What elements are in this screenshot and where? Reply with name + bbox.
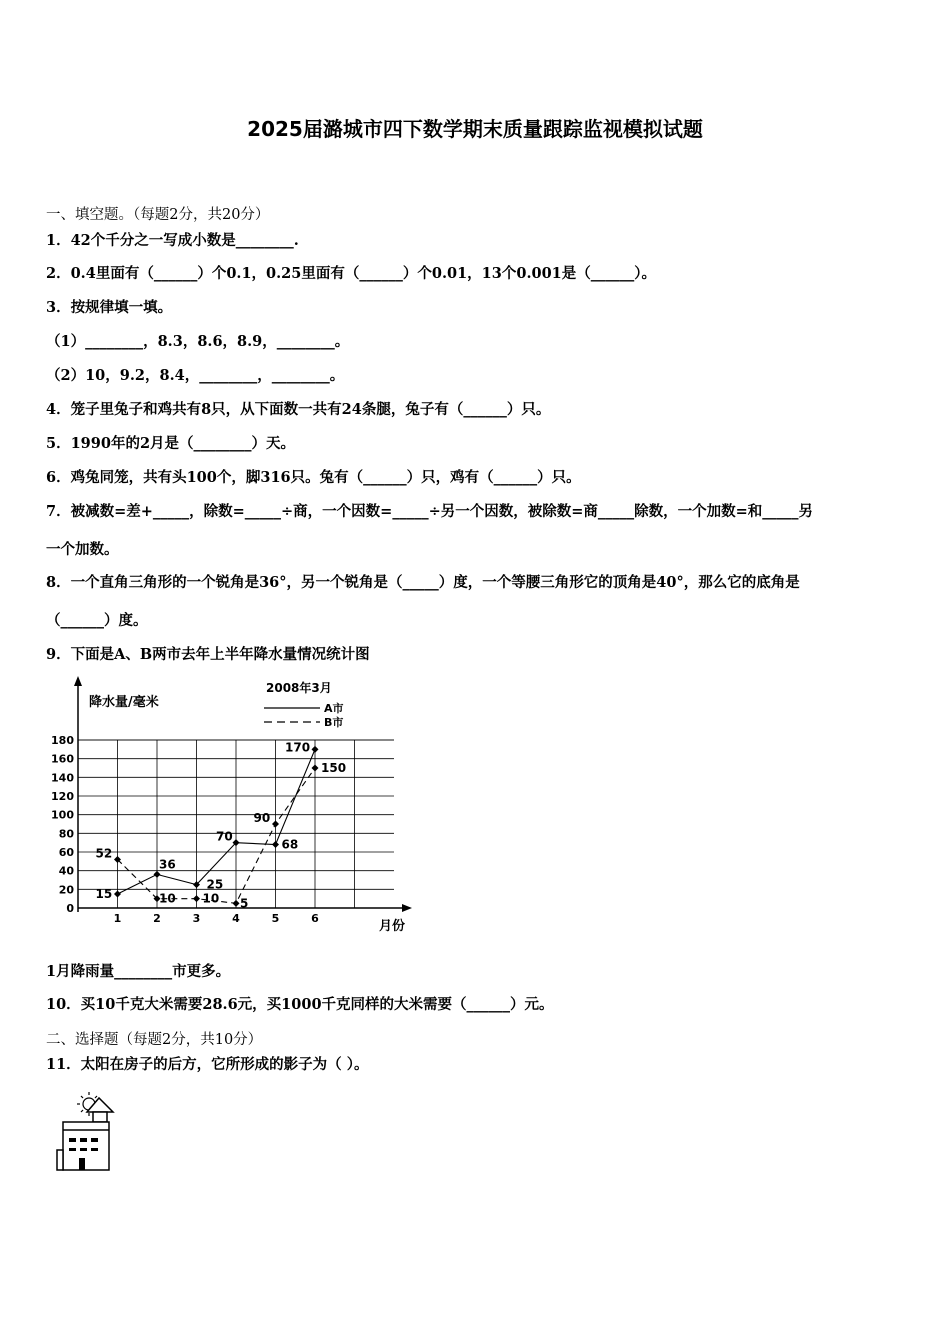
legend-label-b: B市 bbox=[324, 716, 344, 729]
chart-title: 2008年3月 bbox=[266, 681, 332, 695]
data-point-marker bbox=[114, 891, 121, 898]
data-label: 10 bbox=[159, 891, 176, 906]
x-tick-label: 6 bbox=[311, 912, 319, 925]
question-8-line-2: （______）度。 bbox=[46, 612, 148, 629]
y-axis-arrow-icon bbox=[74, 676, 82, 686]
question-3-part-2: （2）10，9.2，8.4，________，________。 bbox=[46, 367, 345, 384]
question-8-line-1: 8．一个直角三角形的一个锐角是36°，另一个锐角是（_____）度，一个等腰三角形它的顶角是40°，那么它的底角是 bbox=[46, 574, 800, 591]
question-4: 4．笼子里兔子和鸡共有8只，从下面数一共有24条腿，兔子有（______）只。 bbox=[46, 401, 551, 418]
door-icon bbox=[79, 1158, 85, 1170]
question-10: 10．买10千克大米需要28.6元，买1000千克同样的大米需要（______）元。 bbox=[46, 996, 554, 1013]
page-title: 2025届潞城市四下数学期末质量跟踪监视模拟试题 bbox=[247, 117, 703, 141]
question-6: 6．鸡兔同笼，共有头100个，脚316只。兔有（______）只，鸡有（______）只。 bbox=[46, 469, 581, 486]
data-point-marker bbox=[154, 871, 161, 878]
data-label: 15 bbox=[95, 887, 113, 901]
house-with-sun-figure bbox=[55, 1088, 117, 1174]
series-line-a bbox=[118, 749, 316, 894]
question-7-line-1: 7．被减数=差+_____，除数=_____÷商，一个因数=_____÷另一个因数，被除数=商_____除数，一个加数=和_____另 bbox=[46, 503, 814, 520]
data-point-marker bbox=[193, 895, 200, 902]
data-label: 70 bbox=[216, 829, 233, 844]
question-9-answer: 1月降雨量________市更多。 bbox=[46, 963, 231, 980]
y-tick-label: 60 bbox=[58, 846, 74, 859]
data-label: 90 bbox=[253, 811, 271, 825]
y-tick-label: 0 bbox=[66, 902, 74, 915]
y-tick-label: 120 bbox=[51, 790, 74, 803]
question-2: 2．0.4里面有（______）个0.1，0.25里面有（______）个0.01，13个0.001是（______）。 bbox=[46, 265, 657, 282]
data-label: 68 bbox=[281, 837, 299, 852]
y-tick-label: 40 bbox=[58, 864, 74, 878]
chart-axes bbox=[74, 676, 412, 912]
y-tick-label: 140 bbox=[51, 771, 74, 785]
y-tick-label: 180 bbox=[51, 734, 74, 747]
data-point-marker bbox=[272, 841, 279, 848]
question-1: 1．42个千分之一写成小数是________. bbox=[46, 232, 299, 249]
question-11: 11．太阳在房子的后方，它所形成的影子为（ ）。 bbox=[46, 1056, 369, 1073]
data-point-marker bbox=[233, 900, 240, 907]
section-choice-heading: 二、选择题（每题2分，共10分） bbox=[46, 1032, 263, 1048]
y-tick-labels bbox=[51, 734, 74, 915]
x-tick-labels bbox=[114, 912, 320, 925]
y-tick-label: 80 bbox=[58, 827, 74, 841]
x-tick-label: 3 bbox=[192, 912, 201, 925]
question-5: 5．1990年的2月是（________）天。 bbox=[46, 435, 296, 452]
x-tick-label: 1 bbox=[113, 912, 122, 925]
data-label: 36 bbox=[159, 857, 176, 872]
data-label: 25 bbox=[206, 877, 224, 892]
question-3: 3．按规律填一填。 bbox=[46, 299, 173, 316]
data-label: 10 bbox=[202, 891, 220, 906]
section-fill-blank-heading: 一、填空题。（每题2分，共20分） bbox=[46, 207, 270, 223]
question-3-part-1: （1）________，8.3，8.6，8.9，________。 bbox=[46, 333, 350, 350]
rainfall-line-chart bbox=[44, 674, 424, 944]
x-axis-label: 月份 bbox=[379, 919, 406, 934]
chart-grid bbox=[78, 740, 394, 911]
x-tick-label: 5 bbox=[271, 912, 280, 925]
y-tick-label: 100 bbox=[51, 808, 74, 822]
data-label: 52 bbox=[95, 846, 113, 861]
roof-icon bbox=[87, 1098, 113, 1112]
y-axis-label: 降水量/毫米 bbox=[89, 695, 159, 710]
question-9: 9．下面是A、B两市去年上半年降水量情况统计图 bbox=[46, 646, 370, 663]
chart-legend bbox=[264, 701, 344, 729]
x-tick-label: 4 bbox=[232, 912, 240, 925]
data-label: 170 bbox=[285, 740, 311, 755]
data-label: 150 bbox=[321, 761, 347, 775]
data-point-marker bbox=[272, 821, 279, 828]
x-axis-arrow-icon bbox=[402, 904, 412, 912]
data-point-marker bbox=[312, 746, 319, 753]
legend-label-a: A市 bbox=[324, 702, 344, 715]
y-tick-label: 160 bbox=[51, 752, 74, 766]
x-tick-label: 2 bbox=[153, 912, 161, 925]
data-point-marker bbox=[312, 765, 319, 772]
question-7-line-2: 一个加数。 bbox=[46, 541, 119, 558]
data-label: 5 bbox=[240, 896, 249, 911]
y-tick-label: 20 bbox=[58, 883, 74, 897]
